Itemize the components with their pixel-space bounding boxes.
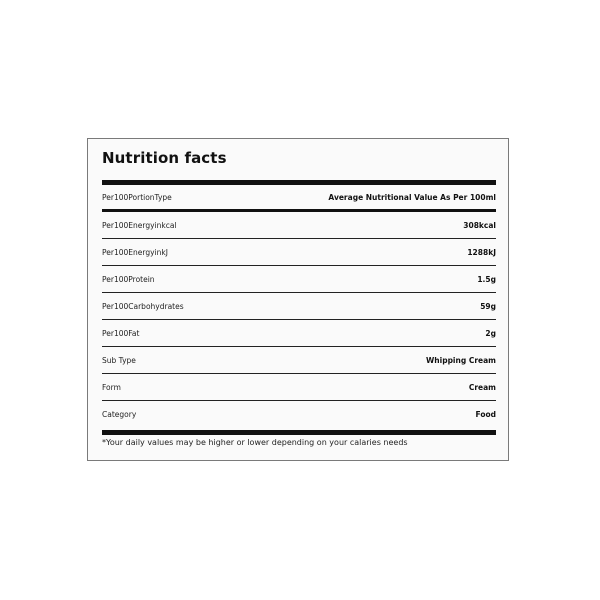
row-value: Cream — [468, 382, 496, 392]
table-row-energy-kj — [102, 239, 496, 266]
row-label: Per100Carbohydrates — [102, 301, 184, 311]
table-row-sub-type — [102, 347, 496, 374]
row-value: 1288kJ — [467, 247, 496, 257]
nutrition-facts-panel — [87, 138, 509, 461]
bottom-divider — [102, 430, 496, 435]
row-label: Per100Energyinkcal — [102, 220, 177, 230]
row-label: Per100Fat — [102, 328, 140, 338]
nutrition-table — [102, 185, 496, 427]
table-row-form — [102, 374, 496, 401]
row-label: Form — [102, 382, 121, 392]
row-value: Whipping Cream — [426, 355, 496, 365]
table-row-category — [102, 401, 496, 427]
row-value: Average Nutritional Value As Per 100ml — [328, 192, 496, 202]
table-row-portion-type — [102, 185, 496, 212]
row-label: Per100EnergyinkJ — [102, 247, 168, 257]
footnote: *Your daily values may be higher or lower depending on your calaries needs — [102, 438, 408, 447]
row-label: Sub Type — [102, 355, 136, 365]
table-row-protein — [102, 266, 496, 293]
table-row-carbohydrates — [102, 293, 496, 320]
row-value: 59g — [480, 301, 496, 311]
row-value: 2g — [485, 328, 496, 338]
nutrition-facts-title: Nutrition facts — [102, 149, 227, 167]
row-label: Per100Protein — [102, 274, 155, 284]
row-label: Per100PortionType — [102, 192, 172, 202]
table-row-energy-kcal — [102, 212, 496, 239]
row-value: 1.5g — [477, 274, 496, 284]
row-label: Category — [102, 409, 137, 419]
table-row-fat — [102, 320, 496, 347]
row-value: 308kcal — [463, 220, 496, 230]
row-value: Food — [475, 409, 496, 419]
